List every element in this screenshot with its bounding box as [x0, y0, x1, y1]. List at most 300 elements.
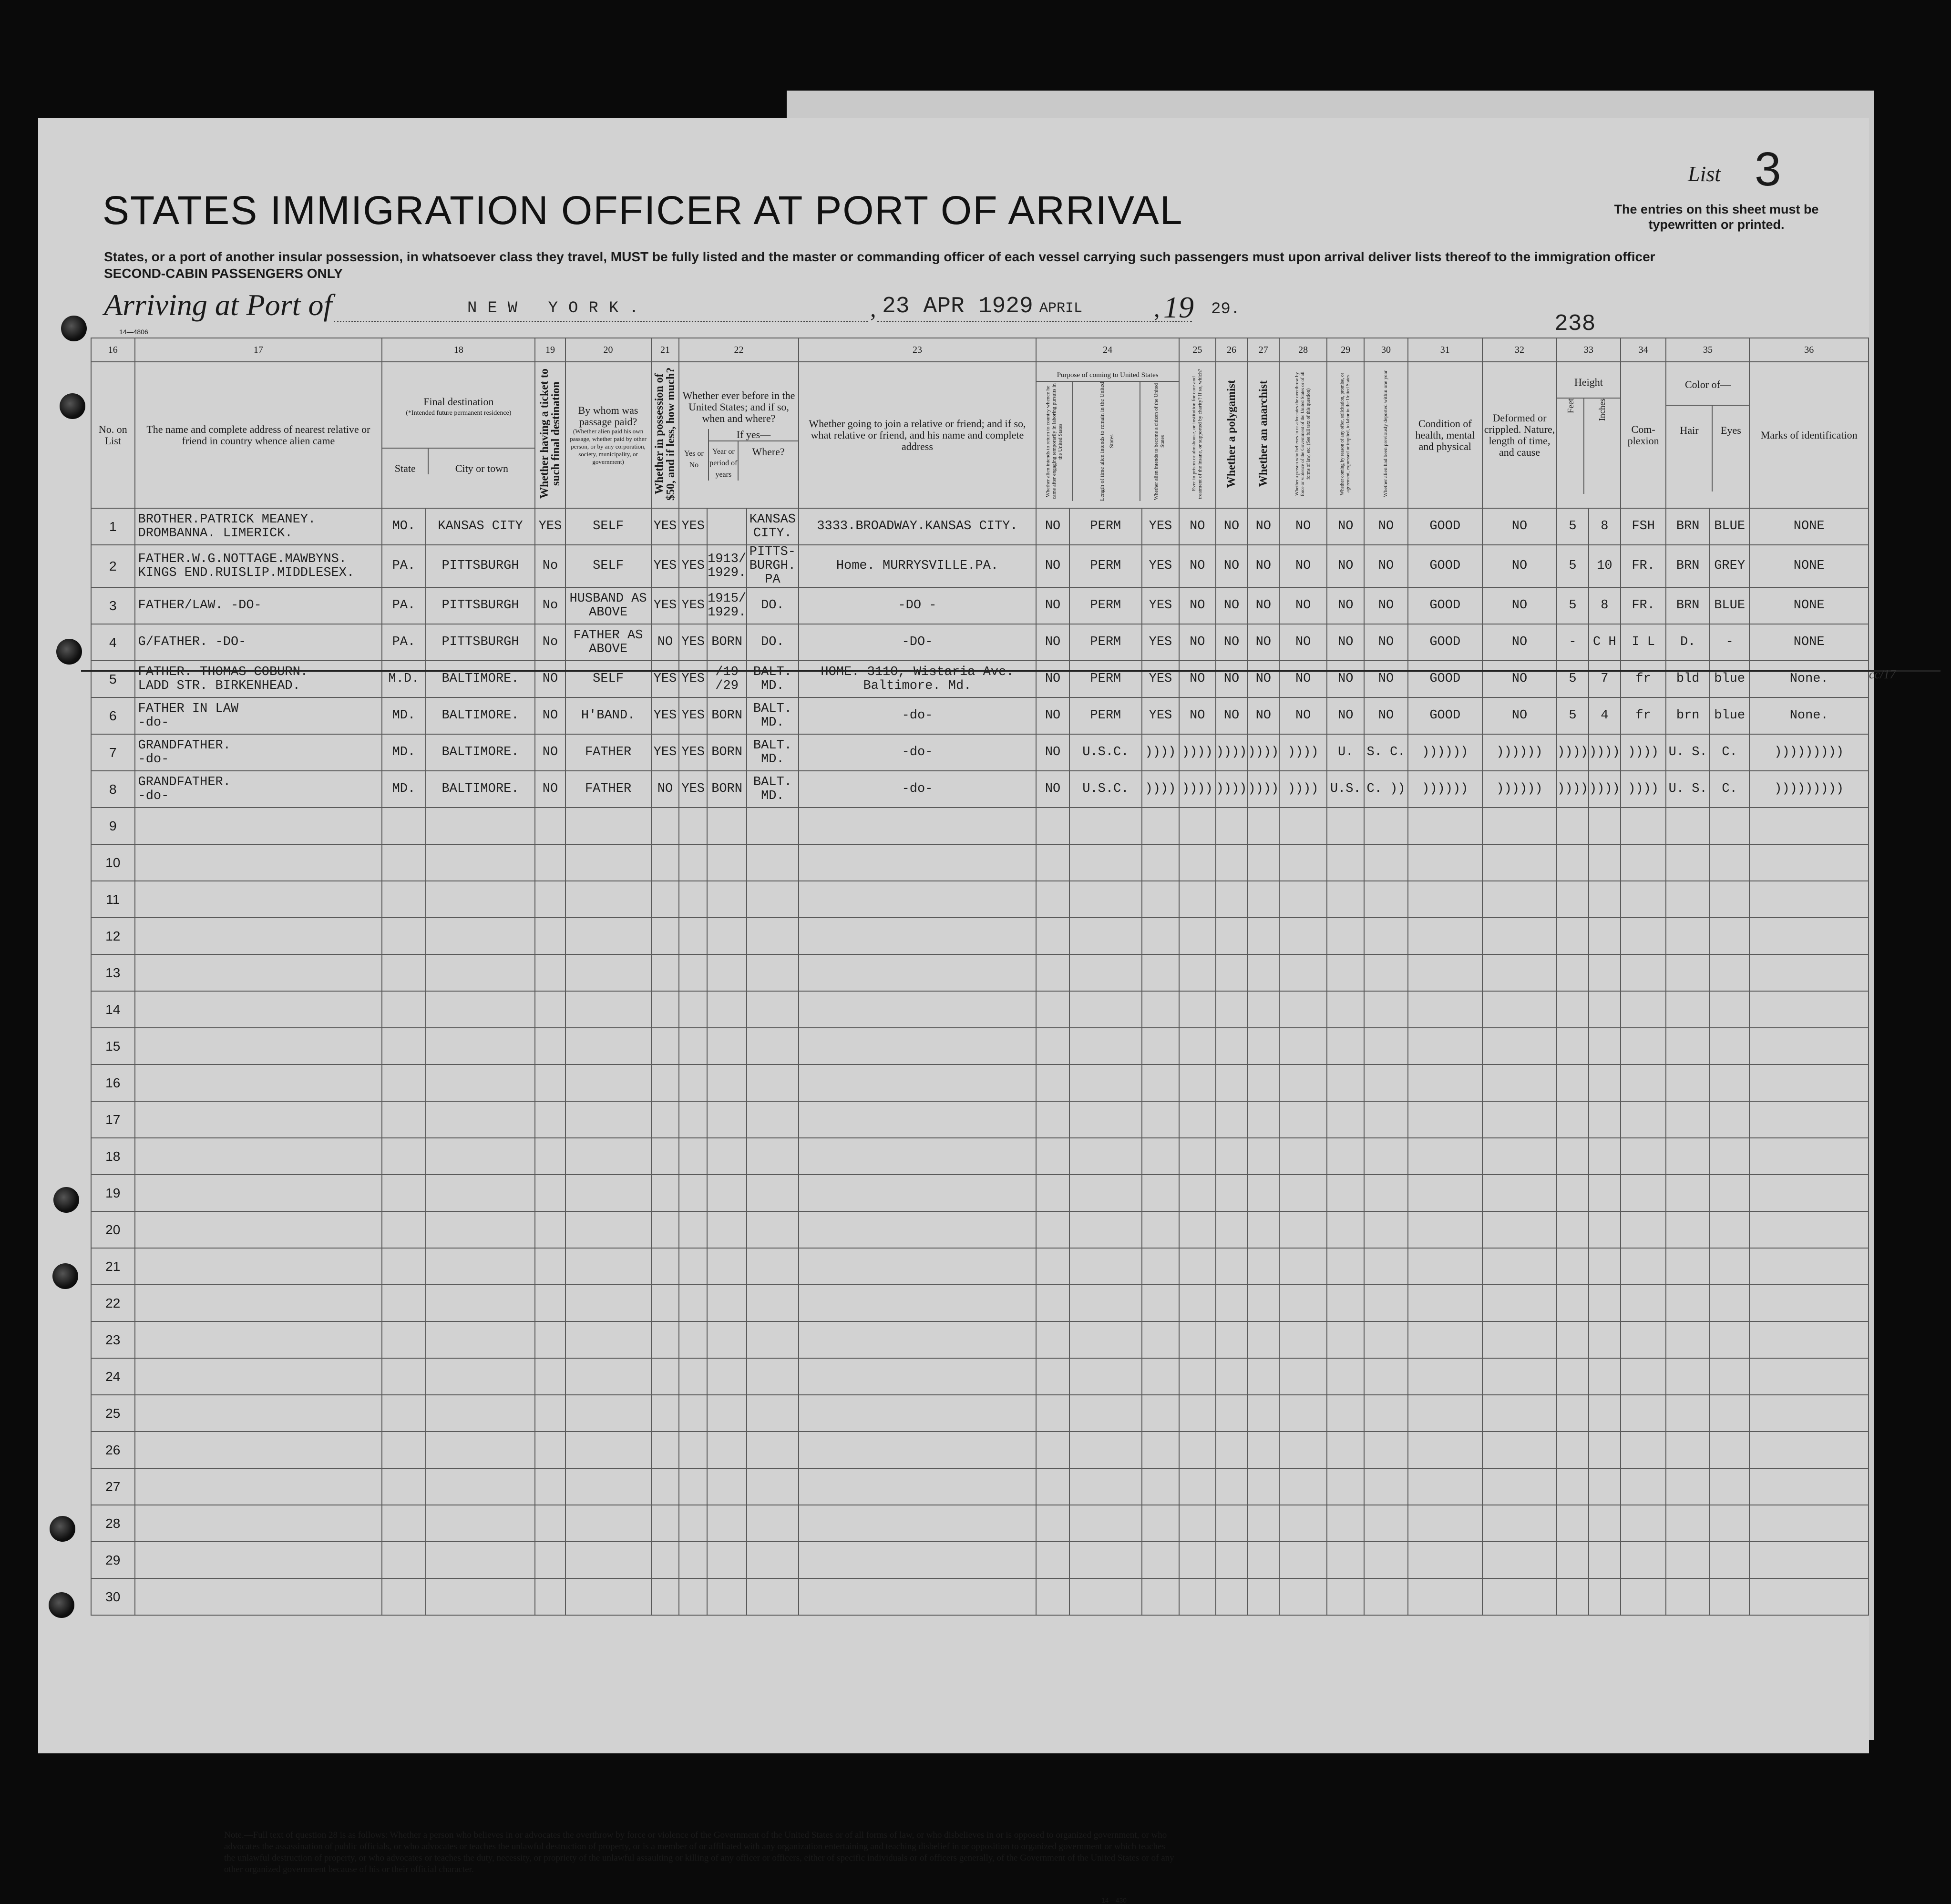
- paid-by-note: (Whether alien paid his own passage, whether paid by other person, or by any corporation, society, municipality, or government): [570, 427, 647, 465]
- empty-cell: [1036, 1432, 1069, 1468]
- cell-where: DO.: [747, 587, 799, 624]
- empty-cell: [135, 1065, 382, 1101]
- footer-form-number: 14—430: [1101, 1896, 1127, 1904]
- empty-cell: [1247, 918, 1279, 954]
- empty-cell: [1364, 1285, 1407, 1321]
- empty-cell: [1364, 954, 1407, 991]
- form-number: 14—4806: [119, 328, 148, 336]
- empty-cell: [747, 844, 799, 881]
- empty-cell: [426, 1101, 535, 1138]
- empty-cell: [1557, 991, 1589, 1028]
- empty-cell: [1621, 1395, 1666, 1432]
- empty-cell: [1408, 1395, 1482, 1432]
- empty-cell: [1710, 1138, 1750, 1175]
- cell-hair: BRN: [1666, 587, 1709, 624]
- header-feet: Feet: [1565, 398, 1575, 413]
- manifest-row-empty: [91, 1248, 1869, 1285]
- col-num: 30: [1364, 338, 1407, 362]
- empty-cell: [1482, 808, 1557, 844]
- empty-cell: [799, 1542, 1037, 1578]
- empty-cell: [747, 1505, 799, 1542]
- cell-money: YES: [651, 697, 679, 734]
- cell-where: PITTS-BURGH. PA: [747, 545, 799, 587]
- cell-p_b: PERM: [1069, 587, 1142, 624]
- empty-cell: [651, 1321, 679, 1358]
- empty-cell: [799, 1321, 1037, 1358]
- empty-cell: [1749, 1285, 1869, 1321]
- empty-cell: [1710, 844, 1750, 881]
- header-paid-by: [565, 362, 651, 508]
- cell-c29: NO: [1327, 508, 1364, 545]
- empty-cell: [679, 1542, 707, 1578]
- empty-cell: [1327, 918, 1364, 954]
- empty-cell: [135, 954, 382, 991]
- empty-cell: [651, 1211, 679, 1248]
- passenger-class: SECOND-CABIN PASSENGERS ONLY: [104, 266, 343, 281]
- empty-cell: [1036, 1395, 1069, 1432]
- relative-line: GRANDFATHER.: [138, 775, 231, 789]
- empty-cell: [651, 1065, 679, 1101]
- cell-join: -DO-: [799, 624, 1037, 661]
- row-number: 8: [91, 771, 135, 808]
- empty-cell: [135, 1395, 382, 1432]
- cell-inches: 4: [1589, 697, 1621, 734]
- empty-cell: [1142, 1248, 1179, 1285]
- empty-cell: [1179, 1138, 1216, 1175]
- header-c30: Whether alien had been previously deported within one year: [1364, 362, 1407, 508]
- relative-line: FATHER IN LAW: [138, 701, 239, 716]
- empty-cell: [565, 1542, 651, 1578]
- empty-cell: [1036, 1321, 1069, 1358]
- empty-cell: [1142, 918, 1179, 954]
- empty-cell: [1749, 1468, 1869, 1505]
- cell-health: GOOD: [1408, 624, 1482, 661]
- empty-cell: [679, 1065, 707, 1101]
- before-us-label: Whether ever before in the United States; and if so, when and where?: [682, 389, 795, 424]
- empty-cell: [382, 1065, 425, 1101]
- manifest-row: [91, 697, 1869, 734]
- cell-feet: 5: [1557, 587, 1589, 624]
- empty-cell: [1749, 1432, 1869, 1468]
- binding-hole: [53, 1187, 79, 1213]
- empty-cell: [1069, 1395, 1142, 1432]
- header-c28: Whether a person who believes in or advocates the overthrow by force or violence of the Government of the United States or of all forms of law, etc. (See full text of this question): [1279, 362, 1327, 508]
- cell-c27: NO: [1247, 624, 1279, 661]
- empty-cell: [135, 1578, 382, 1615]
- empty-cell: [382, 1468, 425, 1505]
- manifest-table: [91, 338, 1869, 1616]
- cell-c25: NO: [1179, 587, 1216, 624]
- empty-cell: [382, 808, 425, 844]
- cell-health: GOOD: [1408, 697, 1482, 734]
- col-num: 17: [135, 338, 382, 362]
- column-header-row: [91, 362, 1869, 508]
- empty-cell: [1142, 808, 1179, 844]
- cell-eyes: BLUE: [1710, 508, 1750, 545]
- empty-cell: [1589, 918, 1621, 954]
- empty-cell: [1408, 1175, 1482, 1211]
- empty-cell: [1036, 1211, 1069, 1248]
- empty-cell: [426, 1211, 535, 1248]
- empty-cell: [565, 1248, 651, 1285]
- empty-cell: [382, 1248, 425, 1285]
- cell-c26: NO: [1216, 587, 1248, 624]
- row-number: 5: [91, 661, 135, 697]
- empty-cell: [1666, 808, 1709, 844]
- empty-cell: [382, 1505, 425, 1542]
- empty-cell: [679, 1101, 707, 1138]
- empty-cell: [1327, 1395, 1364, 1432]
- cell-p_c: )))): [1142, 734, 1179, 771]
- empty-cell: [1666, 1101, 1709, 1138]
- empty-cell: [1364, 881, 1407, 918]
- purpose-c: Whether alien intends to become a citizen of the United States: [1140, 382, 1179, 501]
- cell-feet: )))): [1557, 734, 1589, 771]
- empty-cell: [1482, 1101, 1557, 1138]
- empty-cell: [651, 844, 679, 881]
- empty-cell: [1279, 1065, 1327, 1101]
- empty-cell: [1749, 1395, 1869, 1432]
- manifest-row-empty: [91, 954, 1869, 991]
- empty-cell: [1557, 954, 1589, 991]
- binding-hole: [50, 1516, 75, 1542]
- header-hair: Hair: [1680, 424, 1699, 436]
- cell-inches: 10: [1589, 545, 1621, 587]
- color-label: Color of—: [1684, 378, 1731, 390]
- cell-ticket: NO: [535, 734, 565, 771]
- empty-cell: [1036, 1175, 1069, 1211]
- empty-cell: [135, 1211, 382, 1248]
- empty-cell: [565, 1065, 651, 1101]
- cell-paid: SELF: [565, 661, 651, 697]
- empty-cell: [1557, 1505, 1589, 1542]
- empty-cell: [565, 1468, 651, 1505]
- cell-c30: C. )): [1364, 771, 1407, 808]
- empty-cell: [1069, 1505, 1142, 1542]
- empty-cell: [679, 844, 707, 881]
- empty-cell: [426, 918, 535, 954]
- empty-cell: [135, 1505, 382, 1542]
- cell-state: MD.: [382, 697, 425, 734]
- empty-cell: [651, 1358, 679, 1395]
- empty-cell: [1557, 1065, 1589, 1101]
- cell-c28: NO: [1279, 661, 1327, 697]
- empty-cell: [1589, 1138, 1621, 1175]
- empty-cell: [1666, 1028, 1709, 1065]
- empty-cell: [135, 808, 382, 844]
- empty-cell: [1749, 1248, 1869, 1285]
- manifest-row-empty: [91, 1285, 1869, 1321]
- cell-paid: FATHER AS ABOVE: [565, 624, 651, 661]
- empty-cell: [1069, 1285, 1142, 1321]
- header-no-on-list: No. on List: [91, 362, 135, 508]
- empty-cell: [1710, 1065, 1750, 1101]
- col-num: 19: [535, 338, 565, 362]
- empty-cell: [1179, 844, 1216, 881]
- relative-cell: [135, 545, 382, 587]
- empty-cell: [1279, 1542, 1327, 1578]
- cell-feet: 5: [1557, 508, 1589, 545]
- cell-eyes: -: [1710, 624, 1750, 661]
- empty-cell: [1482, 1505, 1557, 1542]
- empty-cell: [1036, 1505, 1069, 1542]
- cell-inches: 8: [1589, 587, 1621, 624]
- cell-c28: )))): [1279, 734, 1327, 771]
- empty-cell: [1179, 1028, 1216, 1065]
- empty-cell: [1216, 1321, 1248, 1358]
- empty-cell: [651, 1395, 679, 1432]
- empty-cell: [535, 1285, 565, 1321]
- row-number: 10: [91, 844, 135, 881]
- empty-cell: [1247, 1138, 1279, 1175]
- empty-cell: [1069, 1321, 1142, 1358]
- col-num: 36: [1749, 338, 1869, 362]
- cell-state: PA.: [382, 624, 425, 661]
- cell-feet: 5: [1557, 545, 1589, 587]
- empty-cell: [799, 1285, 1037, 1321]
- cell-c30: NO: [1364, 545, 1407, 587]
- empty-cell: [426, 1432, 535, 1468]
- empty-cell: [799, 991, 1037, 1028]
- empty-cell: [1589, 1028, 1621, 1065]
- cell-state: MO.: [382, 508, 425, 545]
- empty-cell: [1666, 1285, 1709, 1321]
- empty-cell: [679, 881, 707, 918]
- empty-cell: [1482, 881, 1557, 918]
- manifest-row-empty: [91, 844, 1869, 881]
- col-num: 27: [1247, 338, 1279, 362]
- year-suffix: 29.: [1211, 300, 1241, 318]
- row-number: 20: [91, 1211, 135, 1248]
- empty-cell: [747, 1358, 799, 1395]
- header-relative-abroad: The name and complete address of nearest relative or friend in country whence alien came: [135, 362, 382, 508]
- empty-cell: [1621, 1285, 1666, 1321]
- empty-cell: [1327, 808, 1364, 844]
- empty-cell: [1589, 991, 1621, 1028]
- empty-cell: [535, 1468, 565, 1505]
- empty-cell: [1036, 1065, 1069, 1101]
- empty-cell: [1216, 1285, 1248, 1321]
- empty-cell: [535, 1321, 565, 1358]
- row-number: 26: [91, 1432, 135, 1468]
- empty-cell: [1216, 1101, 1248, 1138]
- empty-cell: [679, 808, 707, 844]
- empty-cell: [1666, 1578, 1709, 1615]
- empty-cell: [1710, 1321, 1750, 1358]
- empty-cell: [1247, 1542, 1279, 1578]
- row-number: 25: [91, 1395, 135, 1432]
- empty-cell: [426, 1542, 535, 1578]
- empty-cell: [135, 1321, 382, 1358]
- row-number: 14: [91, 991, 135, 1028]
- cell-health: GOOD: [1408, 587, 1482, 624]
- empty-cell: [382, 991, 425, 1028]
- cell-deformed: NO: [1482, 508, 1557, 545]
- empty-cell: [1247, 954, 1279, 991]
- empty-cell: [1247, 1285, 1279, 1321]
- empty-cell: [1710, 1578, 1750, 1615]
- empty-cell: [799, 881, 1037, 918]
- empty-cell: [1589, 1101, 1621, 1138]
- row-number: 9: [91, 808, 135, 844]
- empty-cell: [1666, 954, 1709, 991]
- cell-complexion: )))): [1621, 771, 1666, 808]
- empty-cell: [1069, 844, 1142, 881]
- empty-cell: [1749, 1505, 1869, 1542]
- cell-city: BALTIMORE.: [426, 697, 535, 734]
- relative-cell: [135, 661, 382, 697]
- empty-cell: [1216, 1248, 1248, 1285]
- header-purpose: [1036, 362, 1179, 508]
- empty-cell: [1557, 1028, 1589, 1065]
- empty-cell: [1069, 991, 1142, 1028]
- empty-cell: [1036, 1468, 1069, 1505]
- empty-cell: [426, 1321, 535, 1358]
- cell-ticket: NO: [535, 697, 565, 734]
- empty-cell: [1327, 991, 1364, 1028]
- row-number: 3: [91, 587, 135, 624]
- empty-cell: [1247, 1101, 1279, 1138]
- empty-cell: [1364, 1505, 1407, 1542]
- cell-eyes: C.: [1710, 771, 1750, 808]
- cell-c26: NO: [1216, 545, 1248, 587]
- empty-cell: [679, 1285, 707, 1321]
- empty-cell: [747, 1395, 799, 1432]
- empty-cell: [565, 1395, 651, 1432]
- cell-c26: )))): [1216, 734, 1248, 771]
- empty-cell: [565, 1321, 651, 1358]
- cell-complexion: I L: [1621, 624, 1666, 661]
- empty-cell: [1179, 808, 1216, 844]
- cell-join: -DO -: [799, 587, 1037, 624]
- empty-cell: [1408, 1285, 1482, 1321]
- empty-cell: [679, 1248, 707, 1285]
- empty-cell: [382, 844, 425, 881]
- empty-cell: [1749, 954, 1869, 991]
- empty-cell: [1710, 1395, 1750, 1432]
- empty-cell: [799, 1138, 1037, 1175]
- empty-cell: [1216, 1468, 1248, 1505]
- empty-cell: [1589, 954, 1621, 991]
- col-num: 32: [1482, 338, 1557, 362]
- empty-cell: [1179, 1211, 1216, 1248]
- empty-cell: [1036, 954, 1069, 991]
- empty-cell: [135, 1138, 382, 1175]
- empty-cell: [1327, 1358, 1364, 1395]
- header-yes-no: Yes or No: [684, 449, 704, 469]
- empty-cell: [135, 1028, 382, 1065]
- empty-cell: [1327, 1175, 1364, 1211]
- empty-cell: [747, 1101, 799, 1138]
- cell-city: BALTIMORE.: [426, 771, 535, 808]
- empty-cell: [1621, 1248, 1666, 1285]
- empty-cell: [1247, 1028, 1279, 1065]
- empty-cell: [1589, 881, 1621, 918]
- cell-complexion: FR.: [1621, 545, 1666, 587]
- empty-cell: [535, 881, 565, 918]
- empty-cell: [426, 1175, 535, 1211]
- cell-c29: NO: [1327, 545, 1364, 587]
- row-number: 19: [91, 1175, 135, 1211]
- empty-cell: [1216, 1138, 1248, 1175]
- manifest-row-empty: [91, 1065, 1869, 1101]
- empty-cell: [1216, 1542, 1248, 1578]
- empty-cell: [1589, 1468, 1621, 1505]
- empty-cell: [1482, 1065, 1557, 1101]
- empty-cell: [651, 1505, 679, 1542]
- empty-cell: [799, 1248, 1037, 1285]
- cell-c30: NO: [1364, 697, 1407, 734]
- empty-cell: [1710, 881, 1750, 918]
- empty-cell: [679, 1395, 707, 1432]
- col-num: 20: [565, 338, 651, 362]
- empty-cell: [1279, 1028, 1327, 1065]
- cell-c26: )))): [1216, 771, 1248, 808]
- binding-hole: [56, 639, 82, 665]
- empty-cell: [1364, 1321, 1407, 1358]
- row-number: 21: [91, 1248, 135, 1285]
- cell-c27: NO: [1247, 545, 1279, 587]
- cell-c26: NO: [1216, 624, 1248, 661]
- cell-health: GOOD: [1408, 508, 1482, 545]
- strike-through-row-1: [81, 670, 1941, 672]
- cell-feet: -: [1557, 624, 1589, 661]
- empty-cell: [1364, 1211, 1407, 1248]
- row-number: 16: [91, 1065, 135, 1101]
- cell-city: BALTIMORE.: [426, 661, 535, 697]
- empty-cell: [1749, 1065, 1869, 1101]
- empty-cell: [1142, 1101, 1179, 1138]
- manifest-row-empty: [91, 808, 1869, 844]
- cell-years: BORN: [707, 624, 747, 661]
- empty-cell: [707, 1395, 747, 1432]
- empty-cell: [747, 1432, 799, 1468]
- empty-cell: [565, 1432, 651, 1468]
- cell-inches: )))): [1589, 734, 1621, 771]
- empty-cell: [1749, 991, 1869, 1028]
- empty-cell: [382, 1175, 425, 1211]
- empty-cell: [135, 1248, 382, 1285]
- empty-cell: [1142, 1028, 1179, 1065]
- cell-c30: S. C.: [1364, 734, 1407, 771]
- empty-cell: [1364, 1065, 1407, 1101]
- col-num: 29: [1327, 338, 1364, 362]
- empty-cell: [799, 1505, 1037, 1542]
- cell-p_c: YES: [1142, 697, 1179, 734]
- empty-cell: [1247, 991, 1279, 1028]
- empty-cell: [1247, 1432, 1279, 1468]
- empty-cell: [1069, 1138, 1142, 1175]
- money-label: Whether in possession of $50, and if less, how much?: [653, 367, 677, 501]
- relative-line: -do-: [138, 752, 169, 767]
- empty-cell: [1069, 1175, 1142, 1211]
- empty-cell: [1216, 881, 1248, 918]
- empty-cell: [426, 1358, 535, 1395]
- empty-cell: [1408, 954, 1482, 991]
- empty-cell: [679, 1028, 707, 1065]
- empty-cell: [651, 808, 679, 844]
- empty-cell: [1142, 1542, 1179, 1578]
- empty-cell: [1247, 808, 1279, 844]
- empty-cell: [1621, 1211, 1666, 1248]
- empty-cell: [1216, 1395, 1248, 1432]
- cell-deformed: )))))): [1482, 771, 1557, 808]
- cell-deformed: NO: [1482, 697, 1557, 734]
- cell-eyes: BLUE: [1710, 587, 1750, 624]
- empty-cell: [1666, 1175, 1709, 1211]
- empty-cell: [1666, 991, 1709, 1028]
- empty-cell: [565, 844, 651, 881]
